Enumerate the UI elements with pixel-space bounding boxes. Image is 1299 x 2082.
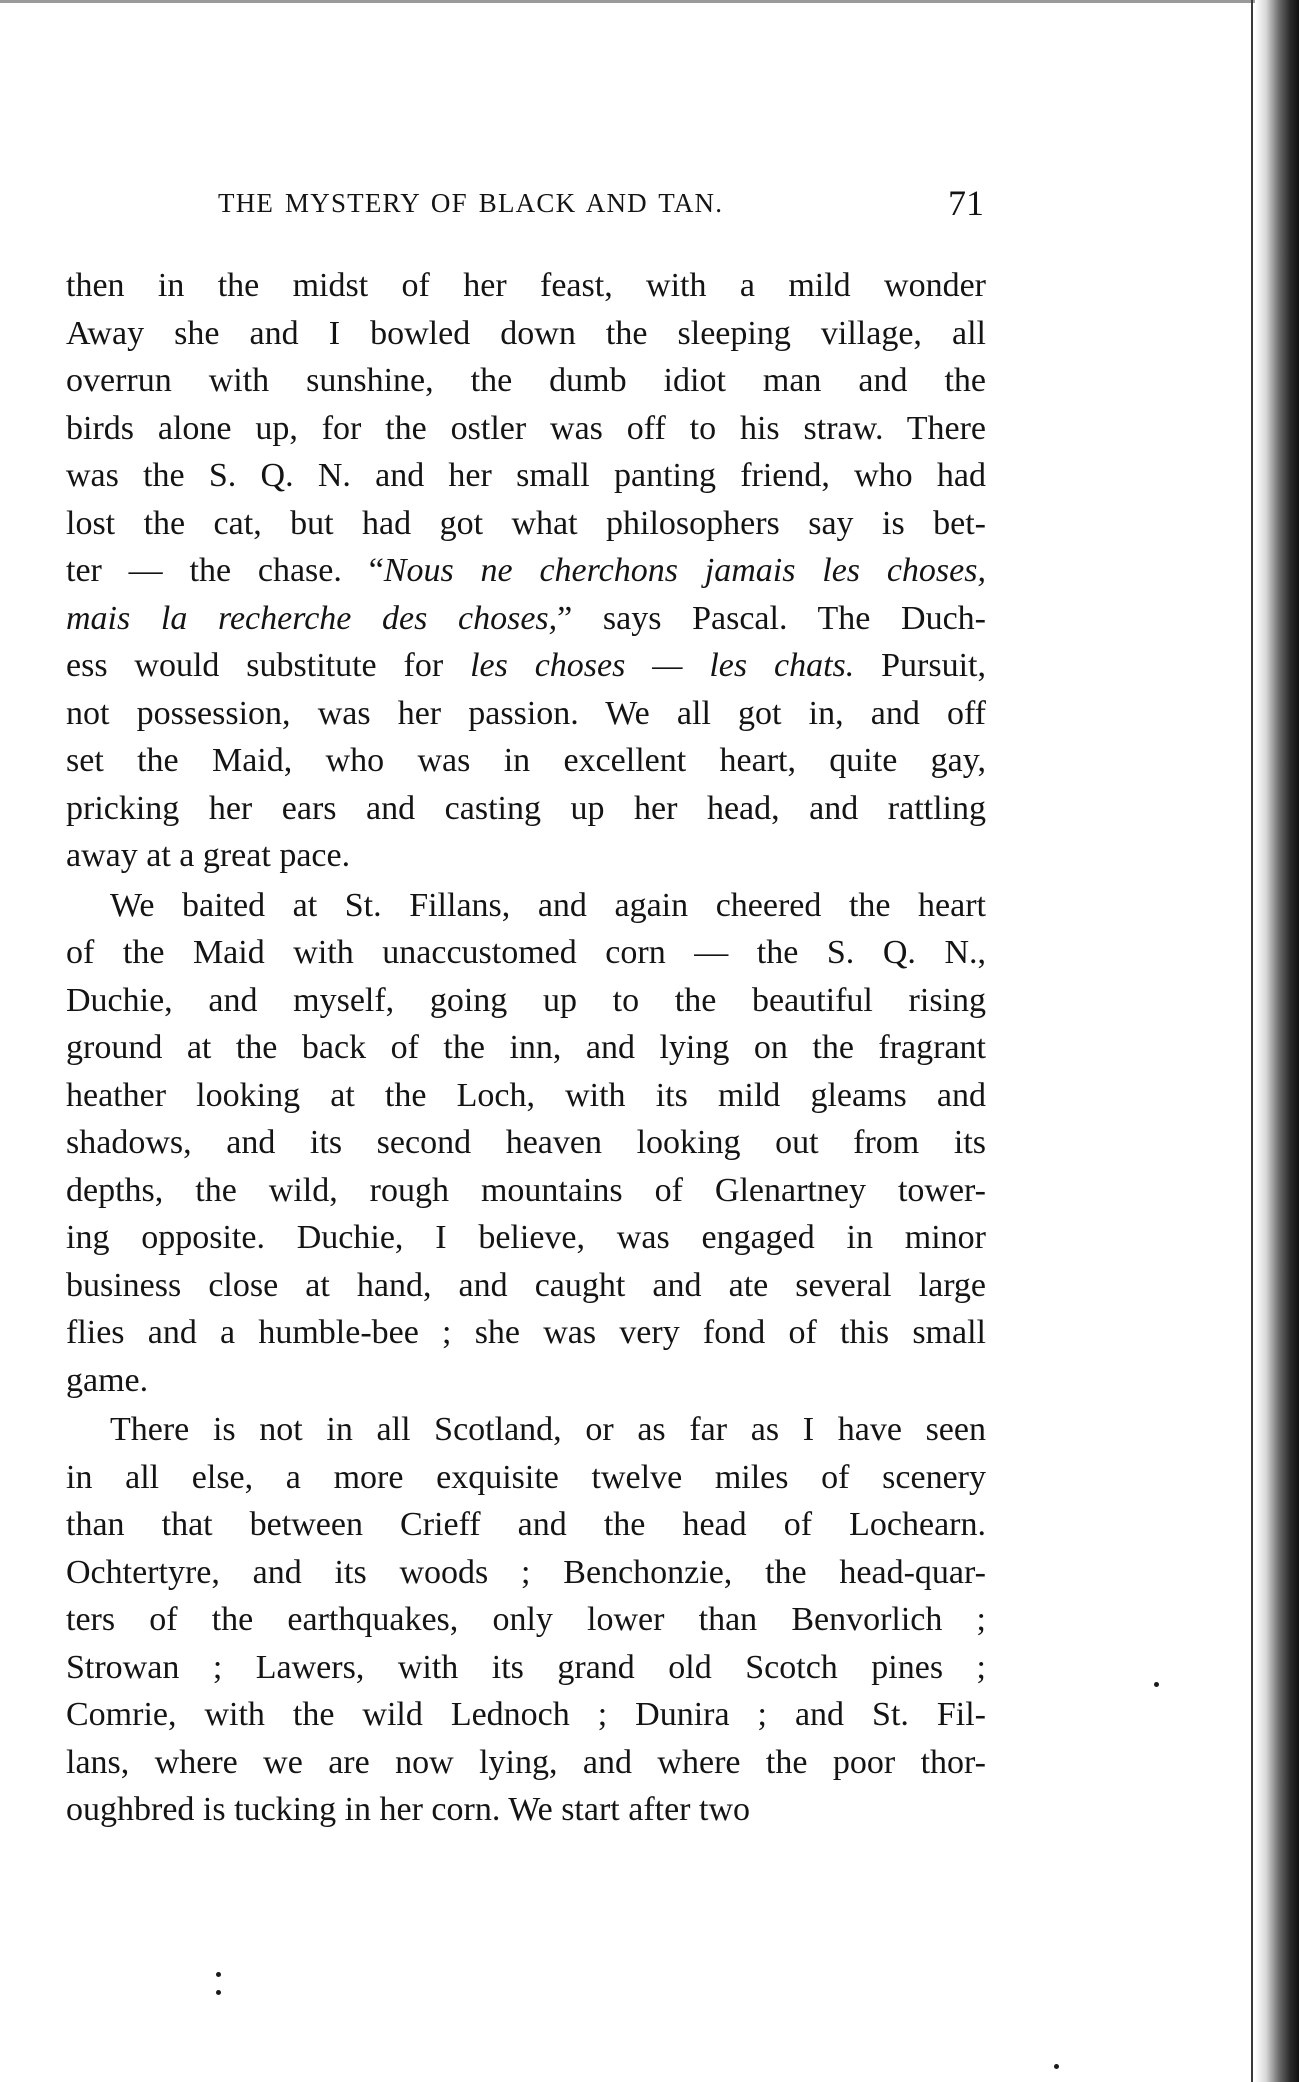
- binding-line: [1251, 0, 1253, 2082]
- text-line: lost the cat, but had got what philosophers say is bet-: [66, 504, 986, 542]
- text-segment: ter — the chase. “: [66, 552, 384, 589]
- text-line: then in the midst of her feast, with a mild wonder: [66, 267, 986, 304]
- text-line: [66, 547, 986, 595]
- text-line: ing opposite. Duchie, I believe, was engaged in minor: [66, 1219, 986, 1256]
- text-line: [66, 595, 986, 643]
- text-line: We baited at St. Fillans, and again cheered the heart: [110, 886, 986, 924]
- text-line: overrun with sunshine, the dumb idiot man and the: [66, 362, 986, 399]
- text-line: There is not in all Scotland, or as far as I have seen: [110, 1411, 986, 1448]
- text-line: pricking her ears and casting up her head, and rattling: [66, 789, 986, 827]
- text-line: Comrie, with the wild Lednoch ; Dunira ; and St. Fil-: [66, 1696, 986, 1733]
- text-line: shadows, and its second heaven looking out from its: [66, 1124, 986, 1161]
- text-line: lans, where we are now lying, and where the poor thor-: [66, 1743, 986, 1781]
- ink-speck: [1154, 1682, 1159, 1687]
- text-segment: Pursuit,: [854, 647, 986, 684]
- running-head: THE MYSTERY OF BLACK AND TAN.: [218, 188, 724, 218]
- text-line: heather looking at the Loch, with its mild gleams and: [66, 1076, 986, 1114]
- italic-quote: Nous ne cherchons jamais les choses,: [383, 552, 986, 589]
- text-line: in all else, a more exquisite twelve miles of scenery: [66, 1458, 986, 1496]
- text-line: ground at the back of the inn, and lying on the fragrant: [66, 1029, 986, 1066]
- text-line: ters of the earthquakes, only lower than Benvorlich ;: [66, 1601, 986, 1638]
- text-line: game.: [66, 1361, 149, 1399]
- text-line: oughbred is tucking in her corn. We start after two: [66, 1791, 751, 1828]
- body-text: [66, 262, 986, 1834]
- text-line: Ochtertyre, and its woods ; Benchonzie, the head-quar-: [66, 1553, 986, 1591]
- top-edge-rule: [0, 0, 1260, 3]
- text-line: set the Maid, who was in excellent heart, quite gay,: [66, 742, 986, 779]
- text-line: than that between Crieff and the head of Lochearn.: [66, 1506, 986, 1543]
- italic-quote: mais la recherche des choses,: [66, 599, 558, 637]
- text-line: birds alone up, for the ostler was off to his straw. There: [66, 409, 986, 447]
- text-line: of the Maid with unaccustomed corn — the S. Q. N.,: [66, 934, 986, 971]
- text-line: was the S. Q. N. and her small panting friend, who had: [66, 457, 986, 494]
- text-line: business close at hand, and caught and ate several large: [66, 1266, 986, 1304]
- italic-quote: les choses — les chats.: [470, 647, 855, 684]
- text-line: Duchie, and myself, going up to the beautiful rising: [66, 981, 986, 1019]
- text-line: depths, the wild, rough mountains of Glenartney tower-: [66, 1171, 986, 1209]
- text-segment: ” says Pascal. The Duch-: [557, 599, 986, 637]
- text-line: [66, 642, 986, 690]
- ink-speck: [216, 1972, 221, 1977]
- text-line: Away she and I bowled down the sleeping village, all: [66, 314, 986, 352]
- text-line: Strowan ; Lawers, with its grand old Scotch pines ;: [66, 1648, 986, 1686]
- page-number: 71: [948, 183, 984, 223]
- ink-speck: [216, 1990, 221, 1995]
- text-line: not possession, was her passion. We all got in, and off: [66, 694, 986, 732]
- text-line: away at a great pace.: [66, 837, 351, 874]
- page-binding-edge: [1255, 0, 1299, 2082]
- text-line: flies and a humble-bee ; she was very fond of this small: [66, 1314, 986, 1351]
- ink-speck: [1054, 2064, 1059, 2069]
- text-segment: ess would substitute for: [66, 647, 471, 684]
